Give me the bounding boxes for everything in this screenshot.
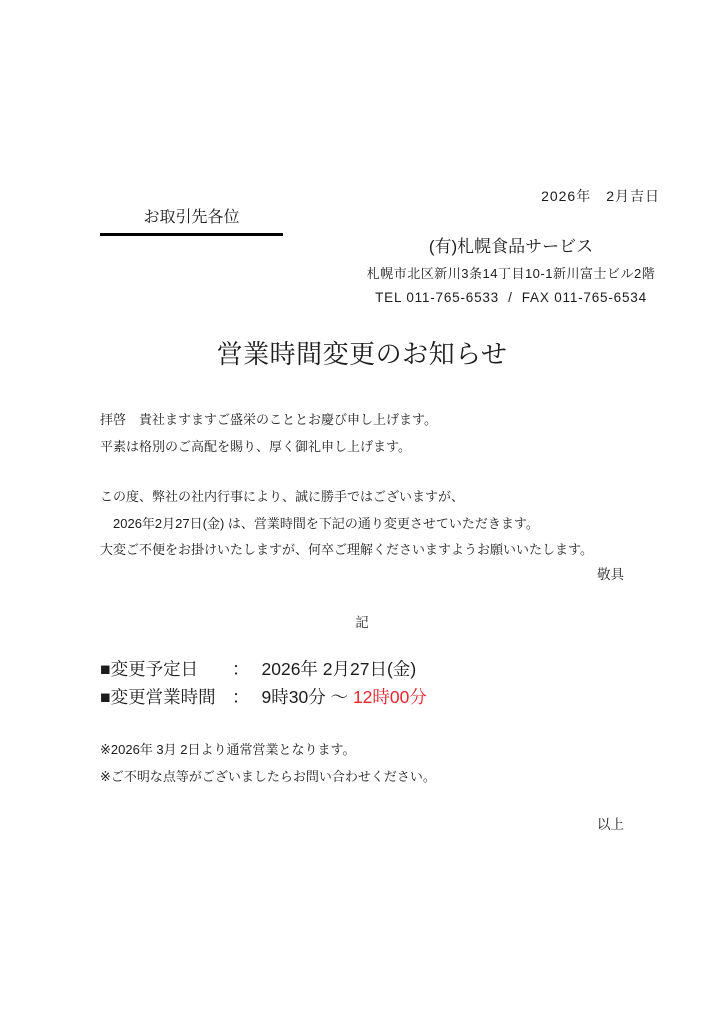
body-line: 2026年2月27日(金) は、営業時間を下記の通り変更させていただきます。: [100, 515, 539, 531]
change-hours-colon: ：: [232, 687, 250, 707]
sender-tel-fax: TEL 011-765-6533 / FAX 011-765-6534: [375, 290, 647, 305]
note-line: ※ご不明な点等がございましたらお問い合わせください。: [100, 769, 436, 784]
notes-block: [100, 736, 436, 790]
changed-time-highlight: 12時00分: [352, 687, 427, 707]
addressee: お取引先各位: [100, 204, 283, 236]
change-hours-row: [100, 683, 427, 711]
change-date-value: 2026年 2月27日(金): [261, 659, 417, 679]
sender-company: (有)札幌食品サービス: [428, 237, 594, 256]
body-paragraph: [100, 484, 664, 564]
note-line: ※2026年 3月 2日より通常営業となります。: [100, 742, 356, 757]
change-hours-label: ■変更営業時間: [100, 687, 216, 707]
end-marker: 以上: [597, 817, 624, 832]
change-date-label: ■変更予定日: [100, 659, 199, 679]
greeting-line: 拝啓 貴社ますますご盛栄のこととお慶び申し上げます。: [100, 412, 437, 427]
page-title: 営業時間変更のお知らせ: [216, 339, 508, 369]
greeting-line: 平素は格別のご高配を賜り、厚く御礼申し上げます。: [100, 439, 411, 454]
change-date-row: [100, 655, 427, 683]
body-line: この度、弊社の社内行事により、誠に勝手ではございますが、: [100, 489, 465, 504]
change-date-colon: ：: [232, 659, 250, 679]
change-hours-value: 9時30分 ～: [261, 687, 353, 707]
body-line: 大変ご不便をお掛けいたしますが、何卒ご理解くださいますようお願いいたします。: [100, 542, 593, 557]
sender-block: [360, 235, 662, 310]
closing-word: 敬具: [597, 567, 624, 582]
change-details-list: [100, 655, 427, 711]
greeting-paragraph: [100, 406, 664, 460]
sender-address: 札幌市北区新川3条14丁目10-1新川富士ビル2階: [366, 266, 656, 281]
document-date: 2026年 2月吉日: [541, 188, 660, 204]
record-marker: 記: [355, 615, 369, 630]
